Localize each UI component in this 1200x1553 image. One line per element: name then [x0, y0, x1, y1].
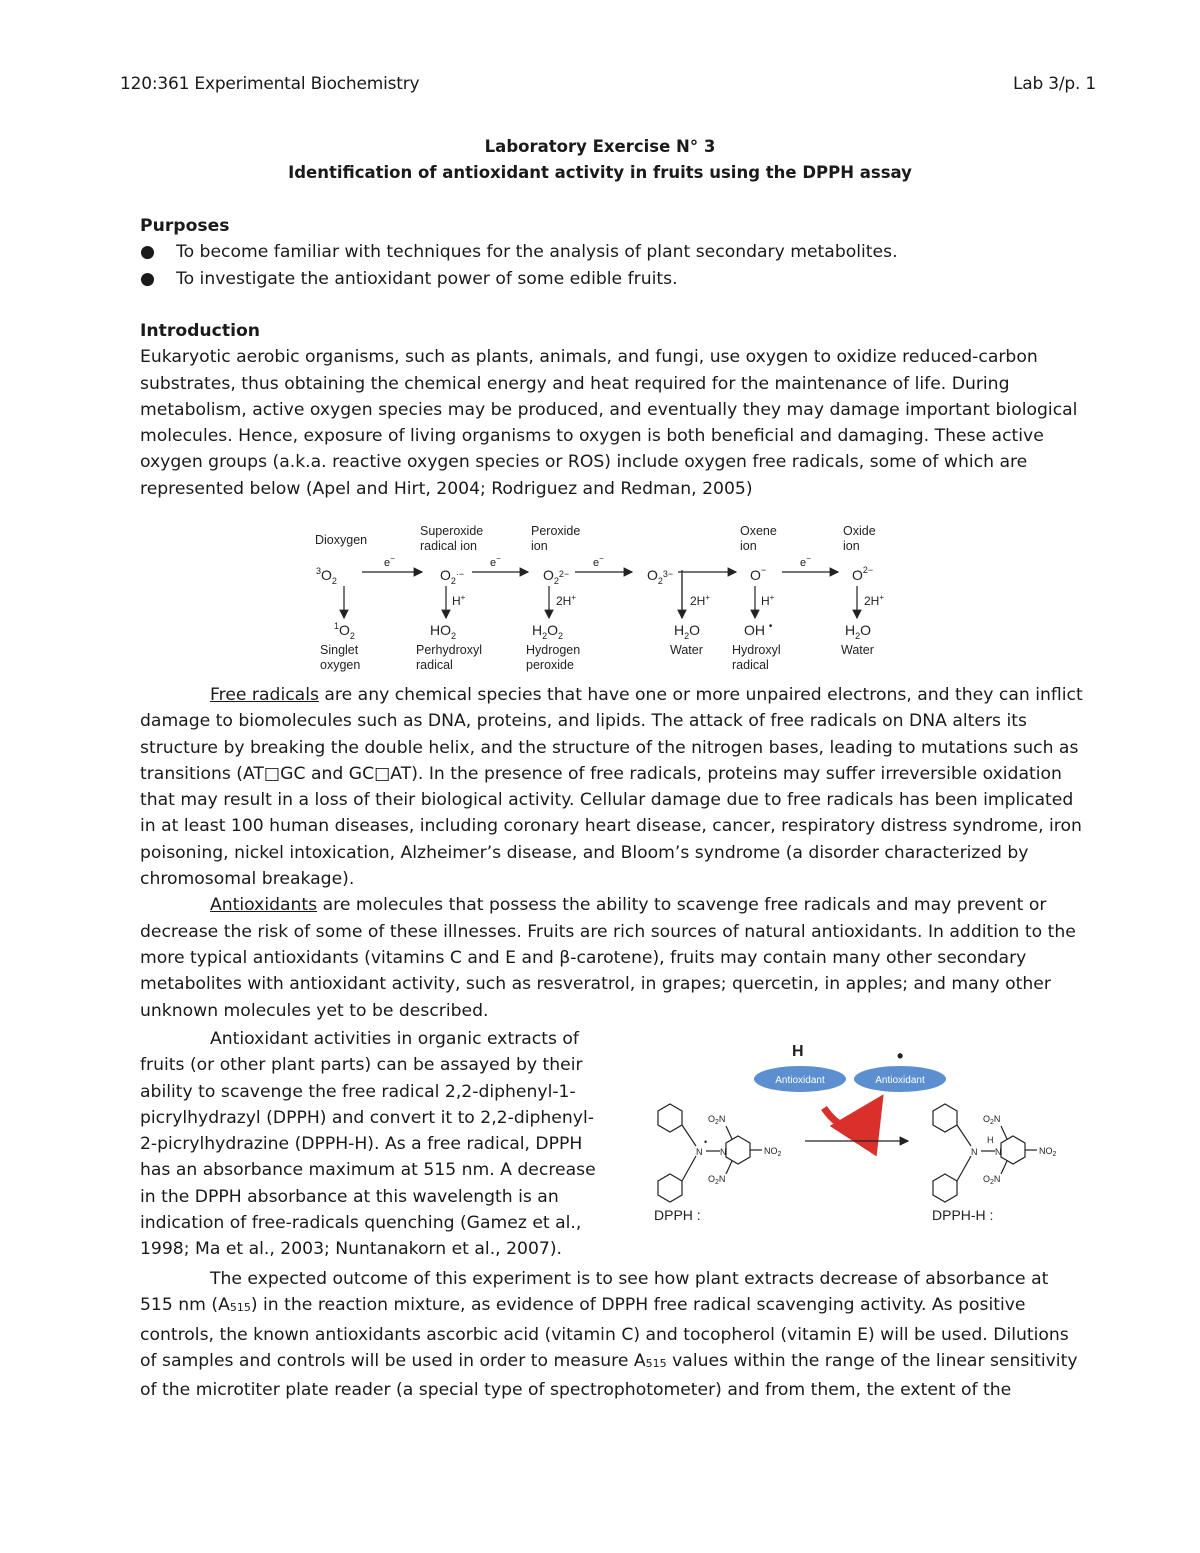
paragraph-line: that may result in a loss of their biological activity. Cellular damage due to free radicals has been implicated: [140, 790, 1074, 811]
svg-text:oxygen: oxygen: [320, 658, 361, 672]
species-oxene: O−: [750, 565, 767, 583]
svg-text:O2N: $O_2N$: [983, 1174, 1001, 1186]
svg-text:Perhydroxyl: Perhydroxyl: [416, 643, 482, 657]
species-oxide: $O^{2-}$: [852, 565, 874, 583]
electron-label: e−: [384, 554, 395, 569]
outcome-paragraph: The expected outcome of this experiment is to see how plant extracts decrease of absorbance at 515 nm $(A_{515})$ in the reaction mixture, as evidence of DPPH free radical scavenging activity. As positive controls, the known antioxidants ascorbic acid (vitamin C) and tocopherol (vitamin E) will be used. Dilutions of samples and controls will be used in order to measure $A_{515}$ values within the range of the linear sensitivity of the microtiter plate reader (a special type of spectrophotometer) and from them, the extent of the: [140, 1269, 1078, 1401]
dpph-label: DPPH :: [654, 1207, 701, 1223]
svg-text:radical ion: radical ion: [420, 539, 477, 553]
svg-text:Hydrogen: Hydrogen: [526, 643, 581, 657]
paragraph-line: substrates, thus obtaining the chemical energy and heat required for the maintenance of life. During: [140, 373, 1010, 394]
paragraph-line: metabolism, active oxygen species may be produced, and eventually they may damage important biological: [140, 399, 1078, 420]
paragraph-line: chromosomal breakage).: [140, 869, 355, 890]
antioxidant-label: Antioxidant: [775, 1075, 825, 1086]
dpph-reaction-diagram: [640, 1036, 1085, 1226]
paragraph-line: Eukaryotic aerobic organisms, such as plants, animals, and fungi, use oxygen to oxidize reduced-carbon: [140, 347, 1038, 368]
document-title: Laboratory Exercise N° 3: [484, 137, 716, 156]
svg-text:OH •: OH •: [744, 621, 773, 638]
paragraph-line: in at least 100 human diseases, including coronary heart disease, cancer, respiratory distress syndrome, iron: [140, 816, 1082, 837]
bullet-icon: ●: [140, 268, 155, 289]
svg-text:ion: ion: [843, 539, 860, 553]
paragraph-line: molecules. Hence, exposure of living organisms to oxygen is both beneficial and damaging. These active: [140, 426, 1044, 447]
radical-dot: •: [897, 1046, 904, 1066]
svg-text:ion: ion: [740, 539, 757, 553]
species-o2-3: $O_2^{3-}$: [647, 567, 674, 586]
svg-text:Water: Water: [670, 643, 703, 657]
paragraph-line: structure by breaking the double helix, and the structure of the nitrogen bases, leading to mutations such as: [140, 737, 1079, 758]
document-subtitle: Identification of antioxidant activity in fruits using the DPPH assay: [288, 163, 912, 182]
svg-text:peroxide: peroxide: [526, 658, 574, 672]
introduction-heading: Introduction: [140, 321, 261, 341]
paragraph-line: more typical antioxidants (vitamins C and E and β-carotene), fruits may contain many other secondary: [140, 947, 1027, 968]
svg-text:e−: e−: [490, 554, 501, 569]
svg-text:O2N: $O_2N$: [708, 1174, 726, 1186]
running-header-course: 120:361 Experimental Biochemistry: [120, 74, 420, 94]
svg-text:O2N: $O_2N$: [983, 1114, 1001, 1126]
svg-text:H2O: $H_2O$: [674, 622, 701, 641]
svg-text:radical: radical: [732, 658, 769, 672]
svg-text:•: •: [704, 1137, 708, 1147]
purposes-section: [140, 213, 1095, 292]
svg-text:H: H: [987, 1135, 994, 1145]
svg-text:N: N: [696, 1147, 703, 1157]
svg-text:N: N: [971, 1147, 978, 1157]
svg-text:H2O2: $H_2O_2$: [532, 622, 564, 641]
svg-text:2H+: 2H+: [556, 593, 577, 608]
no2-label: $NO_2$: [764, 1146, 782, 1158]
free-radicals-paragraph: Free radicals are any chemical species that have one or more unpaired electrons, and they can inflict damage to biomolecules such as DNA, proteins, and lipids. The attack of free radicals on DNA alters its structure by breaking the double helix, and the structure of the nitrogen bases, leading to mutations such as transitions (AT□GC and GC□AT). In the presence of free radicals, proteins may suffer irreversible oxidation that may result in a loss of their biological activity. Cellular damage due to free radicals has been implicated in at least 100 human diseases, including coronary heart disease, cancer, respiratory distress syndrome, iron poisoning, nickel intoxication, Alzheimer’s disease, and Bloom’s syndrome (a disorder characterized by chromosomal breakage). Antioxidants are molecules that possess the ability to scavenge free radicals and may prevent or decrease the risk of some of these illnesses. Fruits are rich sources of natural antioxidants. In addition to the more typical antioxidants (vitamins C and E and β-carotene), fruits may contain many other secondary metabolites with antioxidant activity, such as resveratrol, in grapes; quercetin, in apples; and many other unknown molecules yet to be described.: [140, 682, 1095, 1024]
svg-text:H2O: $H_2O$: [845, 622, 872, 641]
svg-text:1O2: $^1O_2$: [334, 621, 355, 641]
bullet-icon: ●: [140, 242, 155, 263]
svg-text:e−: e−: [800, 554, 811, 569]
svg-text:Singlet: Singlet: [320, 643, 359, 657]
label-peroxide: Peroxide: [531, 524, 581, 538]
antioxidant-label: Antioxidant: [875, 1075, 925, 1086]
label-oxene: Oxene: [740, 524, 777, 538]
label-superoxide: Superoxide: [420, 524, 484, 538]
running-header-page: Lab 3/p. 1: [1012, 74, 1096, 94]
paragraph-line: unknown molecules yet to be described.: [140, 1000, 489, 1021]
svg-text:Hydroxyl: Hydroxyl: [732, 643, 781, 657]
purpose-item: ● To investigate the antioxidant power of some edible fruits.: [140, 266, 1095, 292]
term-free-radicals: Free radicals: [210, 685, 319, 705]
term-antioxidants: Antioxidants: [210, 895, 318, 916]
paragraph-line: represented below (Apel and Hirt, 2004; Rodriguez and Redman, 2005): [140, 478, 753, 499]
svg-text:2H+: 2H+: [690, 593, 711, 608]
paragraph-line: metabolites with antioxidant activity, such as resveratrol, in grapes; quercetin, in apples; and many other: [140, 974, 1051, 995]
species-peroxide: $O_2^{2-}$: [543, 567, 570, 586]
svg-text:ion: ion: [531, 539, 548, 553]
svg-text:radical: radical: [416, 658, 453, 672]
o2n-label: $O_2N$: [708, 1114, 726, 1126]
species-dioxygen: $^3O_2$: [316, 566, 337, 586]
dpph-h-label: DPPH-H :: [932, 1207, 994, 1223]
paragraph-line: transitions (AT□GC and GC□AT). In the presence of free radicals, proteins may suffer irreversible oxidation: [140, 763, 1062, 784]
svg-text:HO2: $HO_2$: [430, 622, 457, 641]
paragraph-line: damage to biomolecules such as DNA, proteins, and lipids. The attack of free radicals on DNA alters its: [140, 711, 1027, 732]
dpph-assay-paragraph: Antioxidant activities in organic extracts of fruits (or other plant parts) can be assayed by their ability to scavenge the free radical 2,2-diphenyl-1- picrylhydrazyl (DPPH) and convert it to 2,2-diphenyl- 2-picrylhydrazine (DPPH-H). As a free radical, DPPH has an absorbance maximum at 515 nm. A decrease in the DPPH absorbance at this wavelength is an indication of free-radicals quenching (Gamez et al., 1998; Ma et al., 2003; Nuntanakorn et al., 2007).: [140, 1029, 596, 1260]
h-label: H: [792, 1043, 804, 1060]
purposes-heading: Purposes: [140, 216, 230, 236]
svg-text:H+: H+: [761, 593, 775, 608]
ros-reduction-diagram: [300, 518, 900, 676]
svg-text:Water: Water: [841, 643, 874, 657]
svg-text:N: N: [995, 1147, 1002, 1157]
svg-text:N: N: [720, 1147, 727, 1157]
species-superoxide: $O_2^{\cdot-}$: [440, 567, 465, 586]
paragraph-line: oxygen groups (a.k.a. reactive oxygen species or ROS) include oxygen free radicals, some of which are: [140, 452, 1028, 473]
paragraph-line: decrease the risk of some of these illnesses. Fruits are rich sources of natural antioxidants. In addition to the: [140, 921, 1076, 942]
paragraph-line: poisoning, nickel intoxication, Alzheimer’s disease, and Bloom’s syndrome (a disorder characterized by: [140, 842, 1029, 863]
label-dioxygen: Dioxygen: [315, 533, 368, 547]
introduction-section: [140, 318, 1095, 502]
svg-text:NO2: $NO_2$: [1039, 1146, 1057, 1158]
label-oxide: Oxide: [843, 524, 876, 538]
curved-arrow-icon: [824, 1106, 876, 1127]
svg-text:e−: e−: [593, 554, 604, 569]
svg-text:2H+: 2H+: [864, 593, 885, 608]
purpose-item: ● To become familiar with techniques for the analysis of plant secondary metabolites.: [140, 239, 1095, 265]
reagent-label: H+: [452, 593, 466, 608]
